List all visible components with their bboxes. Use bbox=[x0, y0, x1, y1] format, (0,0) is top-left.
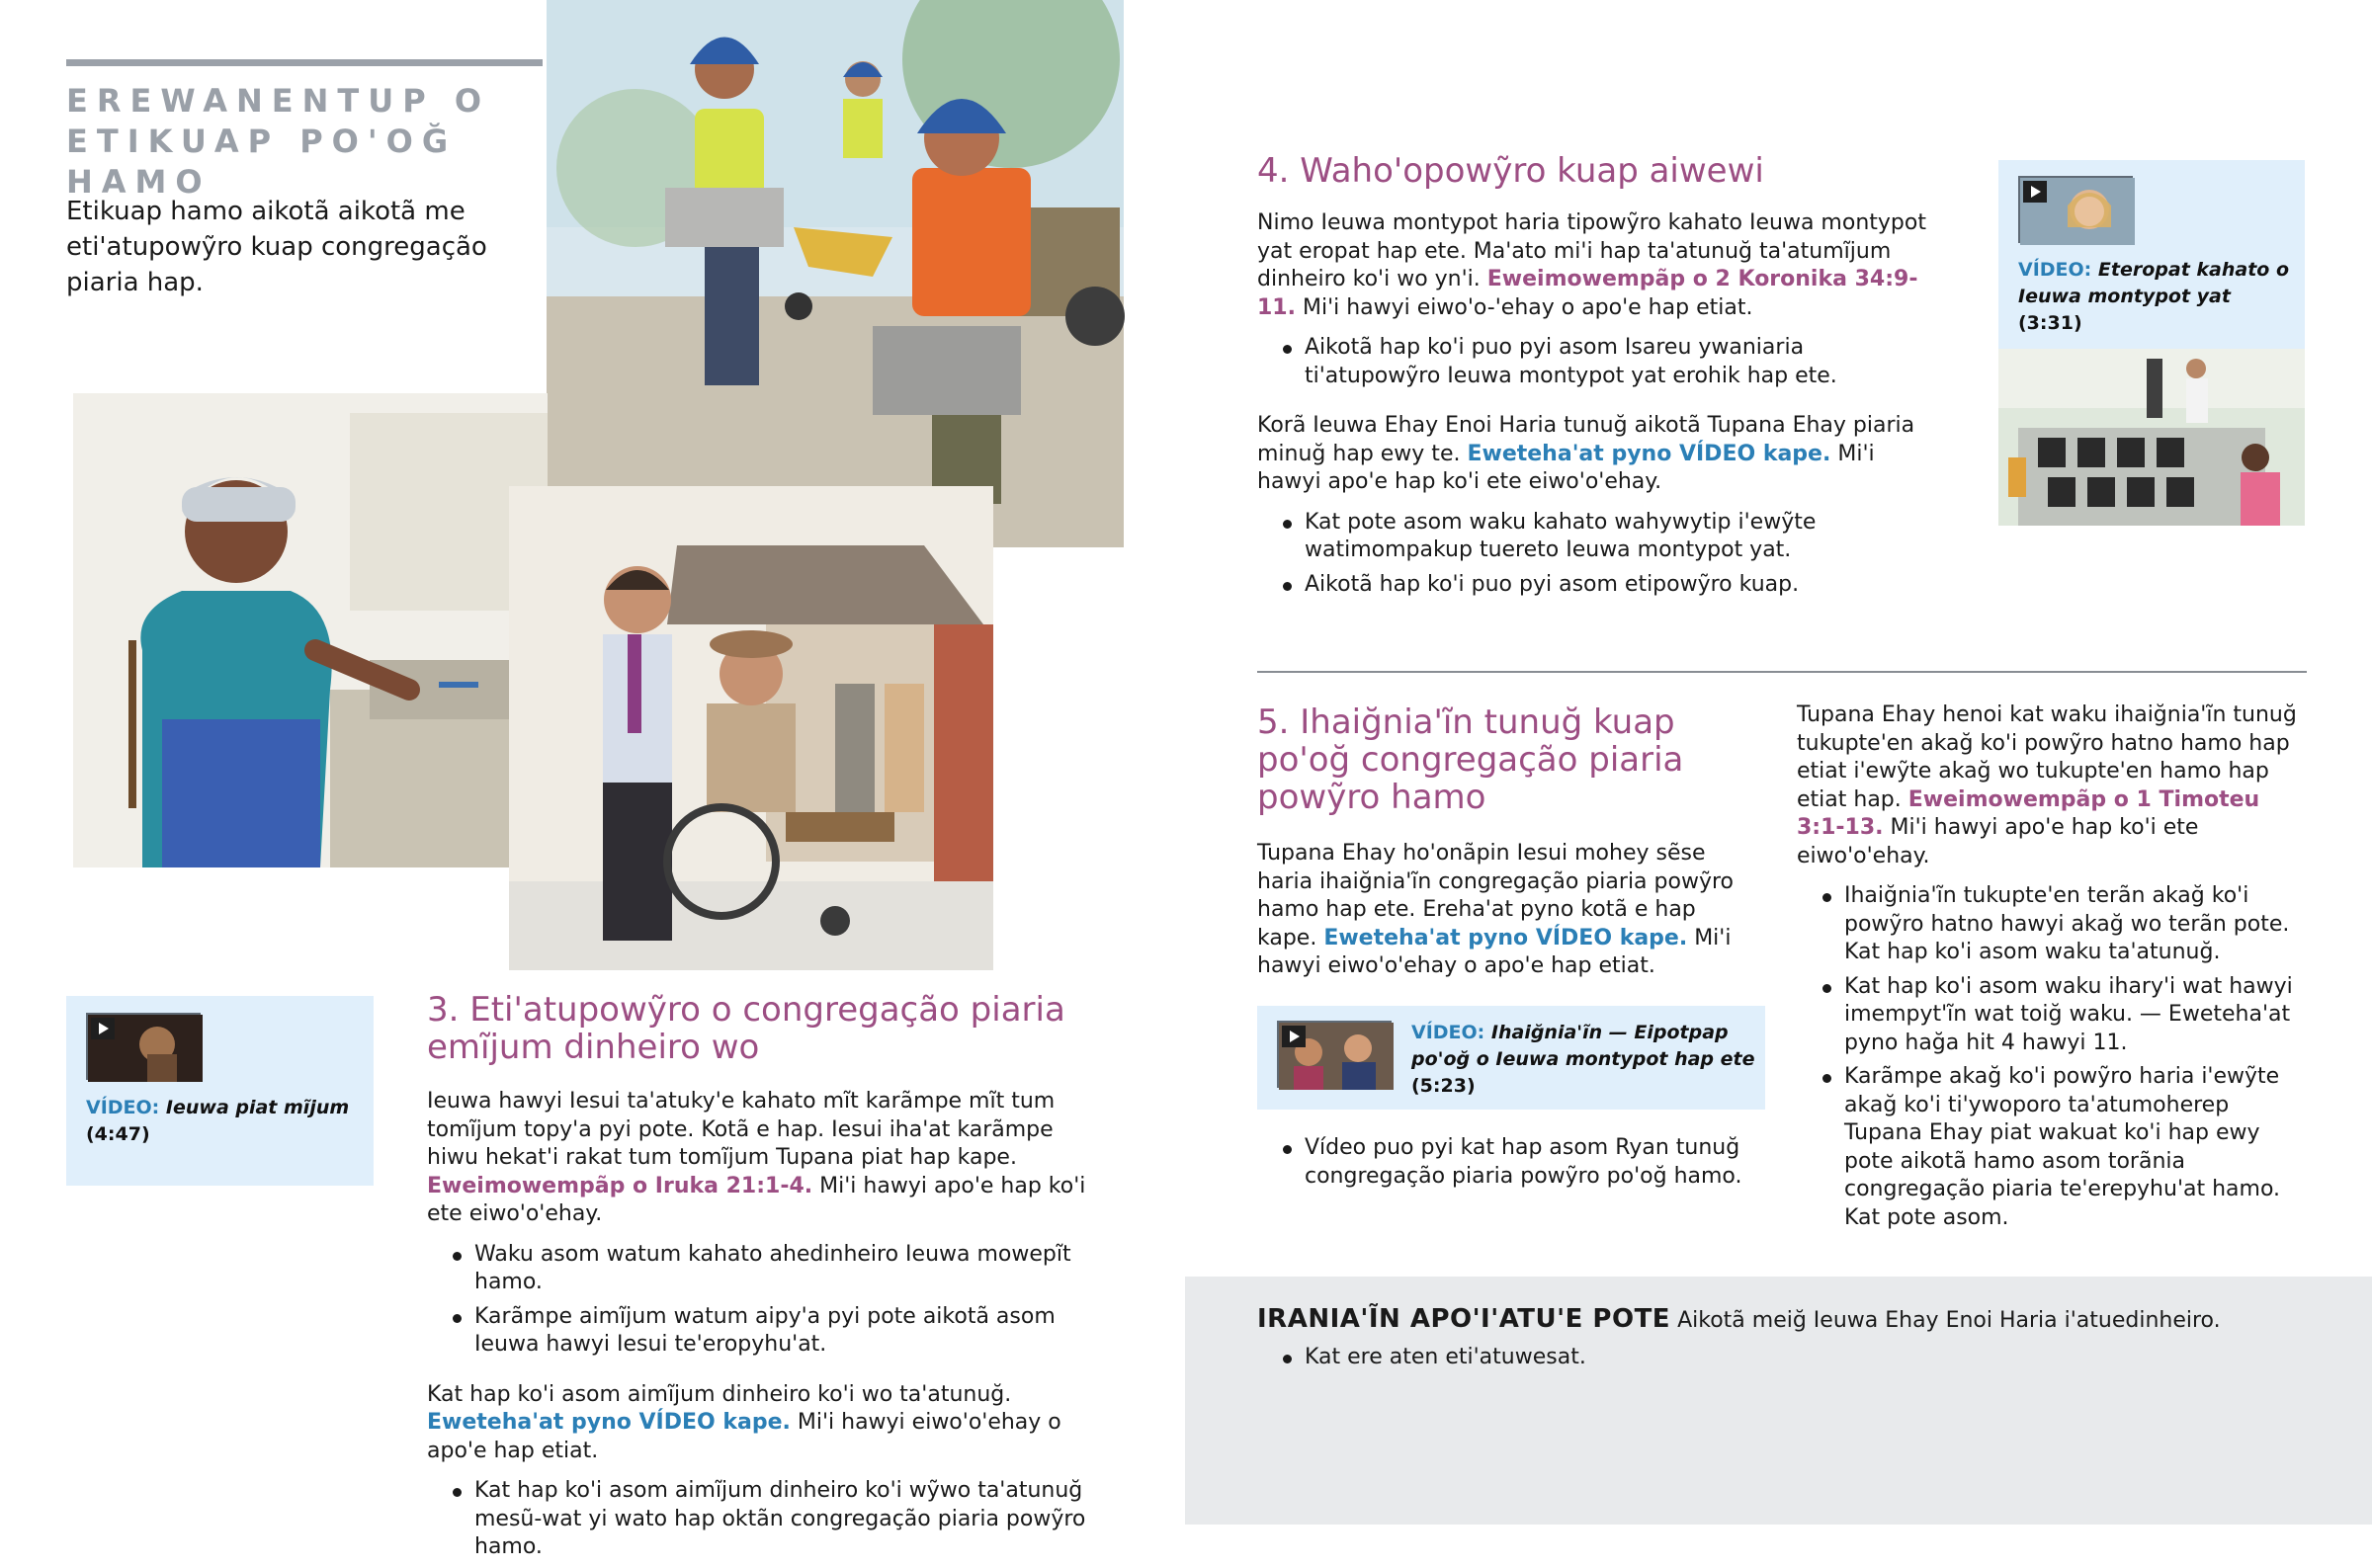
section-divider bbox=[1257, 671, 2307, 673]
section-4 bbox=[1257, 152, 1939, 605]
section-5-bullets-1 bbox=[1257, 1134, 1759, 1191]
bullet-item: Aikotã hap ko'i puo pyi asom etipowỹro kuap. bbox=[1257, 571, 1939, 600]
video-link[interactable]: Eweteha'at pyno VÍDEO kape. bbox=[1467, 441, 1831, 466]
section-5-bullets-2 bbox=[1797, 882, 2307, 1232]
closing-text: Aikotã meiğ Ieuwa Ehay Enoi Haria i'atuedinheiro. bbox=[1677, 1308, 2221, 1333]
video-title: Eteropat kahato o Ieuwa montypot yat bbox=[2018, 259, 2290, 307]
intro-heading: EREWANENTUP O ETIKUAP PO'OĞ HAMO bbox=[66, 82, 491, 201]
paragraph-text: Mi'i hawyi apo'e hap ko'i ete eiwo'o'ehay. bbox=[1797, 815, 2199, 868]
closing-line bbox=[1257, 1304, 2305, 1336]
section-3-bullets-1 bbox=[427, 1241, 1105, 1360]
scripture-reference[interactable]: Eweimowempãp o 1 Timoteu 3:1-13. bbox=[1797, 786, 2260, 840]
video-box-section5[interactable] bbox=[1257, 1006, 1765, 1110]
section-5-right-column bbox=[1797, 701, 2307, 1238]
section-5-bullets-1-wrap bbox=[1257, 1134, 1759, 1197]
photo-hall-cleaning bbox=[1998, 349, 2305, 526]
bullet-item: Ihaiğnia'ĩn tukupte'en terãn akağ ko'i powỹro hatno hawyi akağ wo terãn pote. Kat hap ko'i asom waku ta'atunuğ. bbox=[1797, 882, 2307, 967]
video-tag: VÍDEO: bbox=[86, 1097, 160, 1118]
section-3 bbox=[427, 991, 1105, 1568]
section-4-paragraph-2 bbox=[1257, 412, 1939, 497]
bullet-item: Kat ere aten eti'atuwesat. bbox=[1257, 1344, 2305, 1372]
section-4-bullets-1 bbox=[1257, 334, 1939, 390]
bullet-item: Kat hap ko'i asom waku ihary'i wat hawyi imempyt'ĩn wat toiğ waku. — Eweteha'at pyno hağa hit 4 hawyi 11. bbox=[1797, 973, 2307, 1058]
paragraph-text: Tupana Ehay henoi kat waku ihaiğnia'ĩn tunuğ tukupte'en akağ ko'i powỹro hatno hamo hap etiat i'ewỹte akağ wo tukupte'en hamo hap etiat hap. bbox=[1797, 702, 2297, 812]
section-3-paragraph-2 bbox=[427, 1381, 1105, 1466]
section-3-bullets-2 bbox=[427, 1477, 1105, 1562]
section-5-title: 5. Ihaiğnia'ĩn tunuğ kuap po'oğ congregação piaria powỹro hamo bbox=[1257, 702, 1684, 817]
bullet-item: Karãmpe aimĩjum watum aipy'a pyi pote aikotã asom Ieuwa hawyi Iesui te'eropyhu'at. bbox=[427, 1303, 1105, 1360]
paragraph-text: Korã Ieuwa Ehay Enoi Haria tunuğ aikotã Tupana Ehay piaria minuğ hap ewy te. bbox=[1257, 413, 1915, 466]
video-duration: (5:23) bbox=[1411, 1075, 1476, 1097]
paragraph-text: Ieuwa hawyi Iesui ta'atuky'e kahato mĩt karãmpe mĩt tum tomĩjum topy'a pyi pote. Kotã e hap. Iesui iha'at karãmpe hiwu hekat'i rakat tum tomĩjum Tupana piat hap kape. bbox=[427, 1089, 1056, 1170]
video-title: Ihaiğnia'ĩn — Eipotpap po'oğ o Ieuwa montypot hap ete bbox=[1411, 1022, 1755, 1070]
closing-bullets bbox=[1257, 1344, 2305, 1372]
bullet-item: Aikotã hap ko'i puo pyi asom Isareu ywaniaria ti'atupowỹro Ieuwa montypot yat erohik hap ete. bbox=[1257, 334, 1939, 390]
video-duration: (4:47) bbox=[86, 1123, 150, 1145]
paragraph-text: Mi'i hawyi eiwo'o-'ehay o apo'e hap etiat. bbox=[1302, 294, 1753, 320]
video-tag: VÍDEO: bbox=[2018, 259, 2092, 281]
intro-rule bbox=[66, 59, 543, 66]
paragraph-text: Mi'i hawyi apo'e hap ko'i ete eiwo'o'ehay. bbox=[427, 1173, 1086, 1226]
video-box-section4[interactable] bbox=[1998, 160, 2305, 526]
play-icon[interactable] bbox=[1282, 1026, 1306, 1047]
video-label bbox=[1411, 1020, 1757, 1100]
play-icon[interactable] bbox=[2023, 181, 2047, 203]
illustration-woman-contribution bbox=[73, 393, 548, 867]
section-4-paragraph-1 bbox=[1257, 209, 1939, 322]
section-4-bullets-2 bbox=[1257, 509, 1939, 600]
scripture-reference[interactable]: Eweimowempãp o 2 Koronika 34:9-11. bbox=[1257, 267, 1918, 320]
video-link[interactable]: Eweteha'at pyno VÍDEO kape. bbox=[1323, 925, 1688, 950]
video-label bbox=[2018, 257, 2295, 337]
video-thumbnail[interactable] bbox=[1277, 1021, 1392, 1088]
closing-statement bbox=[1257, 1304, 2305, 1378]
video-tag: VÍDEO: bbox=[1411, 1022, 1485, 1043]
paragraph-text: Mi'i hawyi eiwo'o'ehay o apo'e hap etiat. bbox=[1257, 925, 1732, 978]
section-5-paragraph-2 bbox=[1797, 701, 2307, 870]
section-5 bbox=[1257, 703, 1759, 981]
video-box-section3[interactable] bbox=[66, 996, 374, 1186]
video-thumbnail[interactable] bbox=[86, 1013, 201, 1080]
bullet-item: Karãmpe akağ ko'i powỹro haria i'ewỹte akağ ko'i ti'ywoporo ta'atumoherep Tupana Ehay piat wakuat ko'i hap ewy pote aikotã hamo asom torãnia congregação piaria te'erepyhu'at hamo. Kat pote asom. bbox=[1797, 1063, 2307, 1232]
paragraph-text: Nimo Ieuwa montypot haria tipowỹro kahato Ieuwa montypot yat eropat hap ete. Ma'ato mi'i hap ta'atunuğ ta'atumĩjum dinheiro ko'i wo yn'i. bbox=[1257, 210, 1926, 291]
paragraph-text: Kat hap ko'i asom aimĩjum dinheiro ko'i wo ta'atunuğ. bbox=[427, 1381, 1012, 1407]
paragraph-text: Tupana Ehay ho'onãpin Iesui mohey sẽse haria ihaiğnia'ĩn congregação piaria powỹro hamo hap ete. Ereha'at pyno kotã e hap kape. bbox=[1257, 841, 1734, 950]
section-5-paragraph-1 bbox=[1257, 840, 1759, 981]
paragraph-text: Mi'i hawyi eiwo'o'ehay o apo'e hap etiat. bbox=[427, 1410, 1061, 1463]
video-duration: (3:31) bbox=[2018, 312, 2082, 334]
paragraph-text: Mi'i hawyi apo'e hap ko'i ete eiwo'o'ehay. bbox=[1257, 441, 1875, 494]
bullet-item: Kat pote asom waku kahato wahywytip i'ewỹte watimompakup tuereto Ieuwa montypot yat. bbox=[1257, 509, 1939, 565]
video-title: Ieuwa piat mĩjum bbox=[165, 1097, 350, 1118]
bullet-item: Vídeo puo pyi kat hap asom Ryan tunuğ congregação piaria powỹro po'oğ hamo. bbox=[1257, 1134, 1759, 1191]
video-thumbnail[interactable] bbox=[2018, 176, 2133, 243]
intro-text: Etikuap hamo aikotã aikotã me eti'atupowỹro kuap congregação piaria hap. bbox=[66, 197, 487, 297]
video-label bbox=[86, 1095, 363, 1148]
section-3-title: 3. Eti'atupowỹro o congregação piaria emĩjum dinheiro wo bbox=[427, 990, 1065, 1067]
section-3-paragraph-1 bbox=[427, 1088, 1105, 1229]
play-icon[interactable] bbox=[91, 1018, 115, 1039]
bullet-item: Waku asom watum kahato ahedinheiro Ieuwa mowepĩt hamo. bbox=[427, 1241, 1105, 1297]
bullet-item: Kat hap ko'i asom aimĩjum dinheiro ko'i wỹwo ta'atunuğ mesũ-wat yi wato hap oktãn congregação piaria powỹro hamo. bbox=[427, 1477, 1105, 1562]
scripture-reference[interactable]: Eweimowempãp o Iruka 21:1-4. bbox=[427, 1173, 813, 1198]
section-4-title: 4. Waho'opowỹro kuap aiwewi bbox=[1257, 151, 1764, 191]
illustration-wheelchair-helper bbox=[509, 486, 993, 970]
closing-caps: IRANIA'ĨN APO'I'ATU'E POTE bbox=[1257, 1304, 1671, 1334]
illustration-construction-workers bbox=[547, 0, 1124, 547]
video-link[interactable]: Eweteha'at pyno VÍDEO kape. bbox=[427, 1410, 791, 1435]
